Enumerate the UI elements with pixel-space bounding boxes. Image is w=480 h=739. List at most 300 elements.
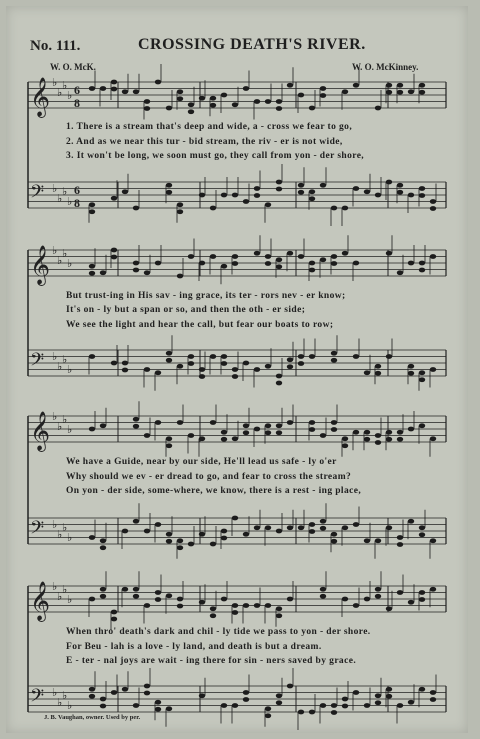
note-head — [177, 604, 183, 609]
note-head — [177, 545, 183, 550]
note-head — [331, 710, 337, 715]
note-head — [100, 697, 106, 702]
note-head — [265, 603, 271, 608]
note-head — [386, 251, 392, 256]
note-head — [298, 254, 304, 259]
note-head — [375, 693, 381, 698]
note-head — [397, 703, 403, 708]
flat-icon: ♭ — [67, 195, 73, 208]
note-head — [408, 193, 414, 198]
flat-icon: ♭ — [62, 583, 68, 596]
treble-clef-icon: 𝄞 — [30, 77, 51, 117]
note-head — [419, 268, 425, 273]
note-head — [177, 597, 183, 602]
note-head — [375, 193, 381, 198]
note-head — [254, 186, 260, 191]
note-head — [408, 89, 414, 94]
note-head — [287, 251, 293, 256]
lyric-line: E - ter - nal joys are wait - ing there for sin - ners saved by grace. — [66, 656, 357, 666]
note-head — [342, 436, 348, 441]
note-head — [243, 532, 249, 537]
note-head — [254, 603, 260, 608]
note-head — [320, 519, 326, 524]
note-head — [133, 587, 139, 592]
flat-icon: ♭ — [52, 182, 58, 195]
note-head — [276, 529, 282, 534]
note-head — [89, 86, 95, 91]
note-head — [210, 254, 216, 259]
note-head — [298, 190, 304, 195]
note-head — [133, 261, 139, 266]
note-head — [276, 613, 282, 618]
note-head — [287, 597, 293, 602]
treble-clef-icon: 𝄞 — [30, 581, 51, 621]
note-head — [276, 423, 282, 428]
note-head — [342, 89, 348, 94]
note-head — [375, 433, 381, 438]
note-head — [243, 361, 249, 366]
note-head — [419, 193, 425, 198]
note-head — [375, 371, 381, 376]
note-head — [320, 93, 326, 98]
note-head — [397, 90, 403, 95]
note-head — [298, 354, 304, 359]
note-head — [188, 361, 194, 366]
flat-icon: ♭ — [67, 593, 73, 606]
note-head — [419, 261, 425, 266]
note-head — [122, 361, 128, 366]
note-head — [320, 703, 326, 708]
note-head — [375, 538, 381, 543]
flat-icon: ♭ — [52, 410, 58, 423]
note-head — [188, 102, 194, 107]
note-head — [320, 587, 326, 592]
note-head — [320, 86, 326, 91]
note-head — [309, 354, 315, 359]
bass-clef-icon: 𝄢 — [30, 350, 45, 375]
lyric-line: We see the light and hear the call, but fear our boats to row; — [66, 320, 334, 330]
note-head — [254, 525, 260, 530]
lyric-line: On yon - der side, some-where, we know, there is a rest - ing place, — [66, 486, 362, 496]
note-head — [166, 183, 172, 188]
note-head — [254, 427, 260, 432]
note-head — [408, 427, 414, 432]
note-head — [100, 594, 106, 599]
note-head — [89, 354, 95, 359]
note-head — [430, 206, 436, 211]
note-head — [287, 525, 293, 530]
note-head — [386, 180, 392, 185]
note-head — [199, 261, 205, 266]
lyric-line: 2. And as we near this tur - bid stream, the riv - er is not wide, — [66, 137, 343, 147]
note-head — [199, 532, 205, 537]
note-head — [375, 364, 381, 369]
note-head — [419, 597, 425, 602]
note-head — [419, 525, 425, 530]
note-head — [375, 587, 381, 592]
note-head — [111, 87, 117, 92]
note-head — [408, 519, 414, 524]
note-head — [89, 209, 95, 214]
note-head — [265, 430, 271, 435]
note-head — [419, 532, 425, 537]
note-head — [353, 83, 359, 88]
note-head — [232, 261, 238, 266]
note-head — [221, 354, 227, 359]
flat-icon: ♭ — [52, 76, 58, 89]
note-head — [232, 610, 238, 615]
note-head — [89, 202, 95, 207]
note-head — [155, 80, 161, 85]
note-head — [331, 420, 337, 425]
note-head — [243, 423, 249, 428]
note-head — [111, 196, 117, 201]
note-head — [386, 83, 392, 88]
note-head — [298, 710, 304, 715]
note-head — [89, 597, 95, 602]
note-head — [419, 186, 425, 191]
note-head — [353, 354, 359, 359]
flat-icon: ♭ — [62, 413, 68, 426]
note-head — [144, 603, 150, 608]
note-head — [287, 684, 293, 689]
note-head — [309, 420, 315, 425]
note-head — [199, 367, 205, 372]
note-head — [221, 536, 227, 541]
note-head — [419, 590, 425, 595]
flat-icon: ♭ — [67, 531, 73, 544]
lyric-line: But trust-ing in His sav - ing grace, its ter - rors nev - er know; — [66, 291, 346, 301]
note-head — [254, 367, 260, 372]
bass-clef-icon: 𝄢 — [30, 518, 45, 543]
lyricist-credit: W. O. McK. — [50, 62, 96, 72]
flat-icon: ♭ — [67, 699, 73, 712]
note-head — [298, 93, 304, 98]
flat-icon: ♭ — [67, 89, 73, 102]
time-signature-top: 6 — [74, 183, 80, 197]
note-head — [265, 261, 271, 266]
hymn-title: CROSSING DEATH'S RIVER. — [138, 36, 366, 53]
note-head — [144, 106, 150, 111]
note-head — [166, 593, 172, 598]
note-head — [386, 90, 392, 95]
note-head — [265, 364, 271, 369]
note-head — [397, 270, 403, 275]
note-head — [276, 264, 282, 269]
note-head — [210, 613, 216, 618]
note-head — [353, 430, 359, 435]
note-head — [342, 443, 348, 448]
note-head — [210, 420, 216, 425]
note-head — [364, 597, 370, 602]
note-head — [166, 539, 172, 544]
note-head — [232, 603, 238, 608]
time-signature-top: 6 — [74, 83, 80, 97]
note-head — [397, 535, 403, 540]
note-head — [309, 427, 315, 432]
note-head — [100, 704, 106, 709]
note-head — [309, 106, 315, 111]
note-head — [144, 99, 150, 104]
flat-icon: ♭ — [67, 423, 73, 436]
note-head — [144, 684, 150, 689]
note-head — [309, 268, 315, 273]
flat-icon: ♭ — [57, 86, 63, 99]
note-head — [232, 703, 238, 708]
note-head — [232, 516, 238, 521]
note-head — [133, 206, 139, 211]
note-head — [309, 522, 315, 527]
note-head — [243, 430, 249, 435]
note-head — [397, 430, 403, 435]
note-head — [221, 597, 227, 602]
note-head — [419, 370, 425, 375]
note-head — [122, 89, 128, 94]
note-head — [199, 693, 205, 698]
note-head — [177, 209, 183, 214]
note-head — [298, 361, 304, 366]
note-head — [375, 440, 381, 445]
note-head — [353, 261, 359, 266]
note-head — [309, 189, 315, 194]
note-head — [309, 196, 315, 201]
note-head — [100, 270, 106, 275]
note-head — [331, 539, 337, 544]
note-head — [265, 254, 271, 259]
note-head — [100, 423, 106, 428]
note-head — [89, 264, 95, 269]
note-head — [155, 707, 161, 712]
note-head — [331, 703, 337, 708]
note-head — [232, 193, 238, 198]
note-head — [331, 261, 337, 266]
note-head — [232, 102, 238, 107]
note-head — [133, 417, 139, 422]
copyright-footer: J. B. Vaughan, owner. Used by per. — [44, 714, 141, 721]
note-head — [243, 199, 249, 204]
note-head — [430, 587, 436, 592]
note-head — [166, 436, 172, 441]
note-head — [265, 99, 271, 104]
note-head — [210, 103, 216, 108]
note-head — [331, 351, 337, 356]
bass-clef-icon: 𝄢 — [30, 686, 45, 711]
note-head — [144, 367, 150, 372]
note-head — [166, 443, 172, 448]
note-head — [309, 710, 315, 715]
flat-icon: ♭ — [57, 192, 63, 205]
note-head — [243, 697, 249, 702]
note-head — [177, 420, 183, 425]
note-head — [419, 687, 425, 692]
note-head — [111, 690, 117, 695]
note-head — [232, 436, 238, 441]
note-head — [122, 529, 128, 534]
flat-icon: ♭ — [52, 350, 58, 363]
note-head — [276, 180, 282, 185]
note-head — [364, 437, 370, 442]
note-head — [342, 704, 348, 709]
note-head — [386, 687, 392, 692]
note-head — [133, 424, 139, 429]
note-head — [397, 190, 403, 195]
note-head — [331, 427, 337, 432]
note-head — [122, 587, 128, 592]
note-head — [331, 532, 337, 537]
note-head — [331, 254, 337, 259]
note-head — [408, 371, 414, 376]
note-head — [111, 361, 117, 366]
lyric-line: It's on - ly but a span or so, and then the oth - er side; — [66, 305, 306, 315]
note-head — [430, 254, 436, 259]
note-head — [320, 257, 326, 262]
note-head — [408, 261, 414, 266]
note-head — [89, 427, 95, 432]
note-head — [276, 700, 282, 705]
flat-icon: ♭ — [52, 244, 58, 257]
flat-icon: ♭ — [62, 689, 68, 702]
note-head — [298, 183, 304, 188]
note-head — [276, 99, 282, 104]
note-head — [111, 80, 117, 85]
note-head — [221, 193, 227, 198]
note-head — [342, 206, 348, 211]
note-head — [353, 186, 359, 191]
lyric-line: For Beu - lah is a love - ly land, and death is but a dream. — [66, 642, 322, 652]
note-head — [221, 361, 227, 366]
note-head — [232, 374, 238, 379]
note-head — [144, 529, 150, 534]
note-head — [397, 437, 403, 442]
note-head — [177, 96, 183, 101]
note-head — [342, 597, 348, 602]
flat-icon: ♭ — [57, 420, 63, 433]
note-head — [155, 420, 161, 425]
flat-icon: ♭ — [62, 79, 68, 92]
note-head — [375, 106, 381, 111]
note-head — [265, 525, 271, 530]
note-head — [298, 525, 304, 530]
lyric-line: 1. There is a stream that's deep and wide, a - cross we fear to go, — [66, 122, 353, 132]
note-head — [188, 354, 194, 359]
note-head — [89, 535, 95, 540]
note-head — [408, 600, 414, 605]
flat-icon: ♭ — [62, 353, 68, 366]
note-head — [155, 700, 161, 705]
note-head — [122, 368, 128, 373]
note-head — [188, 109, 194, 114]
note-head — [89, 271, 95, 276]
note-head — [243, 603, 249, 608]
note-head — [177, 89, 183, 94]
note-head — [397, 590, 403, 595]
note-head — [254, 193, 260, 198]
note-head — [177, 538, 183, 543]
note-head — [177, 364, 183, 369]
note-head — [331, 358, 337, 363]
note-head — [155, 370, 161, 375]
note-head — [265, 202, 271, 207]
note-head — [364, 703, 370, 708]
note-head — [111, 610, 117, 615]
flat-icon: ♭ — [67, 363, 73, 376]
note-head — [375, 700, 381, 705]
note-head — [309, 529, 315, 534]
flat-icon: ♭ — [57, 528, 63, 541]
note-head — [232, 367, 238, 372]
note-head — [166, 706, 172, 711]
note-head — [243, 86, 249, 91]
note-head — [287, 420, 293, 425]
note-head — [199, 436, 205, 441]
time-signature-bottom: 8 — [74, 196, 80, 210]
note-head — [188, 542, 194, 547]
note-head — [276, 606, 282, 611]
note-head — [221, 264, 227, 269]
lyric-line: When thro' death's dark and chil - ly tide we pass to yon - der shore. — [66, 627, 371, 637]
note-head — [419, 83, 425, 88]
note-head — [133, 268, 139, 273]
note-head — [122, 189, 128, 194]
note-head — [353, 522, 359, 527]
note-head — [419, 377, 425, 382]
note-head — [265, 713, 271, 718]
note-head — [397, 83, 403, 88]
treble-clef-icon: 𝄞 — [30, 411, 51, 451]
note-head — [254, 251, 260, 256]
note-head — [210, 206, 216, 211]
note-head — [386, 606, 392, 611]
flat-icon: ♭ — [67, 257, 73, 270]
flat-icon: ♭ — [52, 518, 58, 531]
note-head — [210, 542, 216, 547]
note-head — [287, 364, 293, 369]
note-head — [397, 183, 403, 188]
note-head — [364, 430, 370, 435]
note-head — [122, 687, 128, 692]
note-head — [89, 687, 95, 692]
note-head — [364, 189, 370, 194]
note-head — [364, 370, 370, 375]
note-head — [100, 545, 106, 550]
note-head — [111, 617, 117, 622]
flat-icon: ♭ — [62, 521, 68, 534]
note-head — [430, 538, 436, 543]
note-head — [276, 381, 282, 386]
note-head — [320, 526, 326, 531]
note-head — [430, 697, 436, 702]
note-head — [100, 587, 106, 592]
note-head — [419, 423, 425, 428]
note-head — [386, 694, 392, 699]
note-head — [254, 99, 260, 104]
note-head — [144, 691, 150, 696]
note-head — [210, 354, 216, 359]
note-head — [430, 436, 436, 441]
note-head — [408, 364, 414, 369]
note-head — [430, 367, 436, 372]
note-head — [188, 254, 194, 259]
note-head — [100, 538, 106, 543]
lyric-line: 3. It won't be long, we soon must go, they call from yon - der shore, — [66, 151, 365, 161]
flat-icon: ♭ — [52, 580, 58, 593]
note-head — [155, 590, 161, 595]
note-head — [430, 199, 436, 204]
note-head — [221, 703, 227, 708]
hymn-number: No. 111. — [30, 38, 81, 54]
note-head — [276, 187, 282, 192]
note-head — [364, 538, 370, 543]
